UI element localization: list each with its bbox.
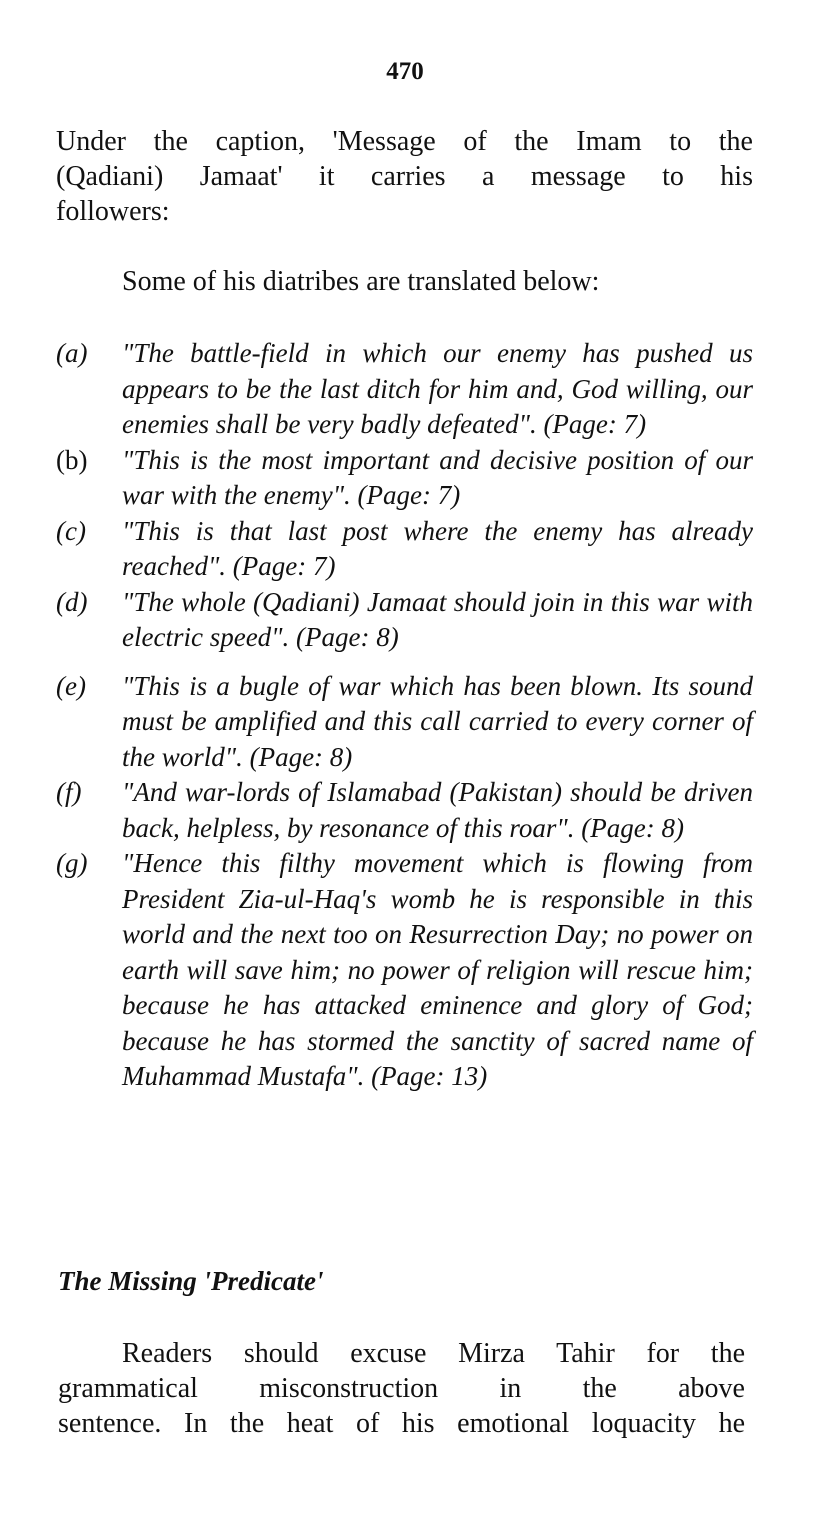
intro-line: followers: xyxy=(56,196,170,227)
list-marker: (g) xyxy=(56,848,88,878)
list-marker: (b) xyxy=(56,444,88,475)
section-heading: The Missing 'Predicate' xyxy=(58,1266,324,1296)
quote-text: "This is that last post where the enemy has already reached". (Page: 7) xyxy=(122,515,753,581)
list-item xyxy=(56,585,753,656)
quote-text: "This is a bugle of war which has been blown. Its sound must be amplified and this call carried to every corner of the world". (Page: 8) xyxy=(122,670,753,772)
list-marker: (a) xyxy=(56,338,88,368)
list-marker: (d) xyxy=(56,586,88,617)
quote-text: "The whole (Qadiani) Jamaat should join in this war with electric speed". (Page: 8) xyxy=(122,586,753,652)
list-marker: (e) xyxy=(56,670,86,701)
closing-line: Readers should excuse Mirza Tahir for the xyxy=(122,1338,745,1369)
list-item xyxy=(56,514,753,585)
list-item xyxy=(56,846,753,1095)
quote-list xyxy=(56,336,753,1095)
closing-line: grammatical misconstruction in the above xyxy=(58,1373,745,1404)
quote-text: "This is the most important and decisive position of our war with the enemy". (Page: 7) xyxy=(122,444,753,510)
list-marker: (c) xyxy=(56,515,86,546)
intro-line: Under the caption, 'Message of the Imam to the xyxy=(56,126,753,157)
intro-paragraph xyxy=(56,124,753,229)
list-item xyxy=(56,669,753,776)
quote-text: "And war-lords of Islamabad (Pakistan) should be driven back, helpless, by resonance of this roar". (Page: 8) xyxy=(122,777,753,843)
diatribes-intro: Some of his diatribes are translated below: xyxy=(122,266,600,297)
closing-line: sentence. In the heat of his emotional loquacity he xyxy=(58,1408,745,1439)
quote-text: "The battle-field in which our enemy has pushed us appears to be the last ditch for him and, God willing, our enemies shall be very badly defeated". (Page: 7) xyxy=(122,338,753,439)
list-item xyxy=(56,443,753,514)
intro-line: (Qadiani) Jamaat' it carries a message to his xyxy=(56,161,753,192)
quote-text: "Hence this filthy movement which is flowing from President Zia-ul-Haq's womb he is responsible in this world and the next too on Resurrection Day; no power on earth will save him; no power of religion will rescue him; because he has attacked eminence and glory of God; because he has stormed the sanctity of sacred name of Muhammad Mustafa". (Page: 13) xyxy=(122,848,753,1091)
list-marker: (f) xyxy=(56,777,82,807)
closing-paragraph xyxy=(58,1336,745,1441)
list-item xyxy=(56,336,753,443)
list-item xyxy=(56,775,753,846)
page-number: 470 xyxy=(386,58,424,85)
